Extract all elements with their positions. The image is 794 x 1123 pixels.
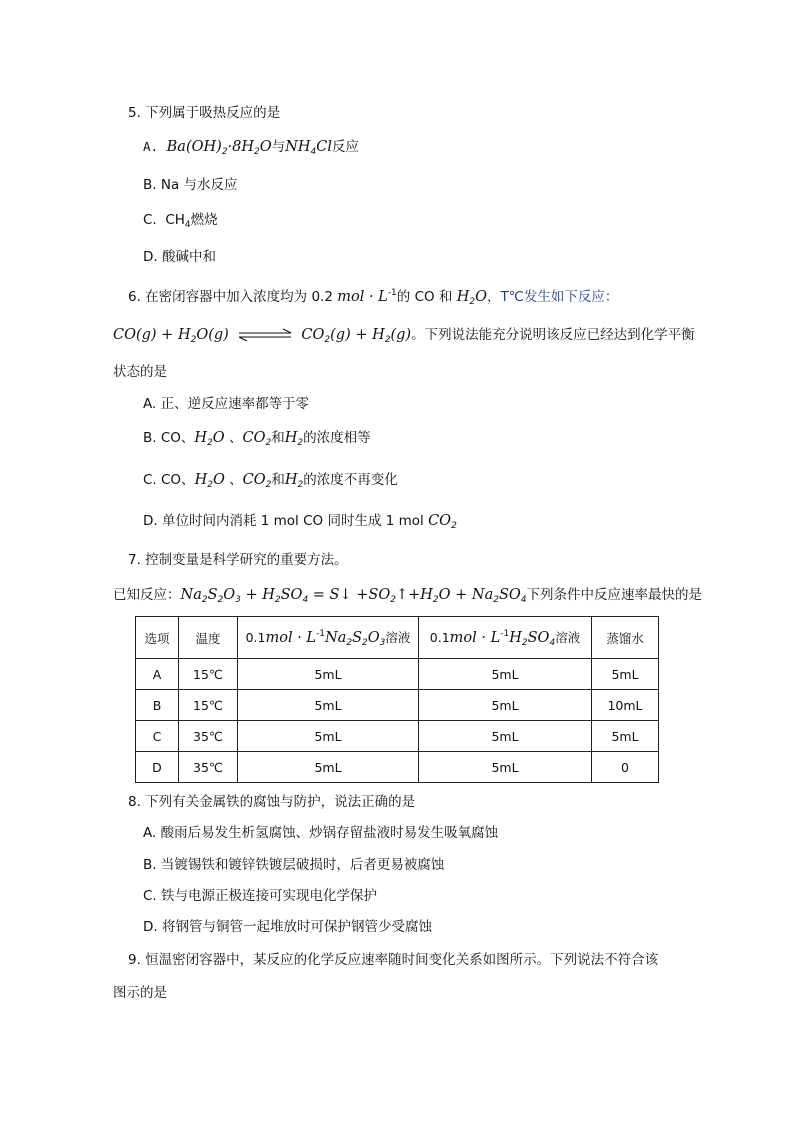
table-header-row (136, 617, 659, 659)
q6-option-d: D. 单位时间内消耗 1 mol CO 同时生成 1 mol $CO_2$ (143, 513, 457, 531)
q6-stem: 6. 在密闭容器中加入浓度均为 0.2 mol · $L^{-1}$的 CO 和 $H_2O$，T℃发生如下反应： (128, 288, 619, 307)
cell-water: 10mL (592, 690, 659, 721)
q7-reaction: 已知反应：$Na_2S_2O_3 + H_2SO_4$ = S↓ $+SO_2↑+H_2O + Na_2SO_4$下列条件中反应速率最快的是 (113, 587, 703, 605)
cell-temperature: 35℃ (179, 721, 238, 752)
cell-option: B (136, 690, 179, 721)
cell-option: D (136, 752, 179, 783)
table-row (136, 721, 659, 752)
q5-option-d: D. 酸碱中和 (143, 249, 216, 265)
q6-stem-line3: 状态的是 (113, 364, 167, 380)
header-h2so4: $0.1mol \cdot L^{-1}H_2SO_4$溶液 (419, 617, 592, 659)
q8-option-a: A. 酸雨后易发生析氢腐蚀、炒锅存留盐液时易发生吸氧腐蚀 (143, 825, 499, 841)
equilibrium-arrow-icon (237, 328, 293, 342)
cell-option: C (136, 721, 179, 752)
q8-option-b: B. 当镀锡铁和镀锌铁镀层破损时，后者更易被腐蚀 (143, 857, 445, 873)
cell-water: 5mL (592, 659, 659, 690)
cell-h2so4: 5mL (419, 721, 592, 752)
q5-option-c: C. $CH_4$燃烧 (143, 212, 218, 230)
q6-option-a: A. 正、逆反应速率都等于零 (143, 396, 310, 412)
cell-h2so4: 5mL (419, 690, 592, 721)
q5-stem: 5. 下列属于吸热反应的是 (128, 105, 281, 121)
cell-na2s2o3: 5mL (238, 721, 419, 752)
cell-na2s2o3: 5mL (238, 659, 419, 690)
cell-water: 5mL (592, 721, 659, 752)
header-na2s2o3: $0.1mol \cdot L^{-1}Na_2S_2O_3$溶液 (238, 617, 419, 659)
cell-na2s2o3: 5mL (238, 690, 419, 721)
table-row (136, 690, 659, 721)
header-temperature: 温度 (179, 617, 238, 659)
table-row (136, 752, 659, 783)
table-row (136, 659, 659, 690)
q6-option-b: B. CO、$H_2O$ 、$CO_2$和$H_2$的浓度相等 (143, 430, 371, 448)
cell-temperature: 15℃ (179, 690, 238, 721)
q5-option-a: A. $Ba(OH)_2\cdot 8H_2O$与$NH_4Cl$反应 (143, 139, 359, 157)
q9-stem-line2: 图示的是 (113, 985, 167, 1001)
q7-stem: 7. 控制变量是科学研究的重要方法。 (128, 552, 348, 568)
cell-option: A (136, 659, 179, 690)
cell-temperature: 15℃ (179, 659, 238, 690)
cell-na2s2o3: 5mL (238, 752, 419, 783)
q8-stem: 8. 下列有关金属铁的腐蚀与防护，说法正确的是 (128, 794, 416, 810)
header-option: 选项 (136, 617, 179, 659)
q6-option-c: C. CO、$H_2O$ 、$CO_2$和$H_2$的浓度不再变化 (143, 472, 398, 490)
cell-water: 0 (592, 752, 659, 783)
q5-option-b: B. Na 与水反应 (143, 177, 238, 193)
cell-temperature: 35℃ (179, 752, 238, 783)
q8-option-c: C. 铁与电源正极连接可实现电化学保护 (143, 888, 378, 904)
cell-h2so4: 5mL (419, 659, 592, 690)
q7-conditions-table (135, 616, 659, 783)
q9-stem-line1: 9. 恒温密闭容器中，某反应的化学反应速率随时间变化关系如图所示。下列说法不符合该 (128, 952, 659, 968)
q6-equation: $CO(g) + H_2O(g) CO_2(g) + H_2(g)$。下列说法能充分说明该反应已经达到化学平衡 (113, 327, 695, 345)
cell-h2so4: 5mL (419, 752, 592, 783)
q8-option-d: D. 将钢管与铜管一起堆放时可保护钢管少受腐蚀 (143, 919, 432, 935)
header-distilled-water: 蒸馏水 (592, 617, 659, 659)
